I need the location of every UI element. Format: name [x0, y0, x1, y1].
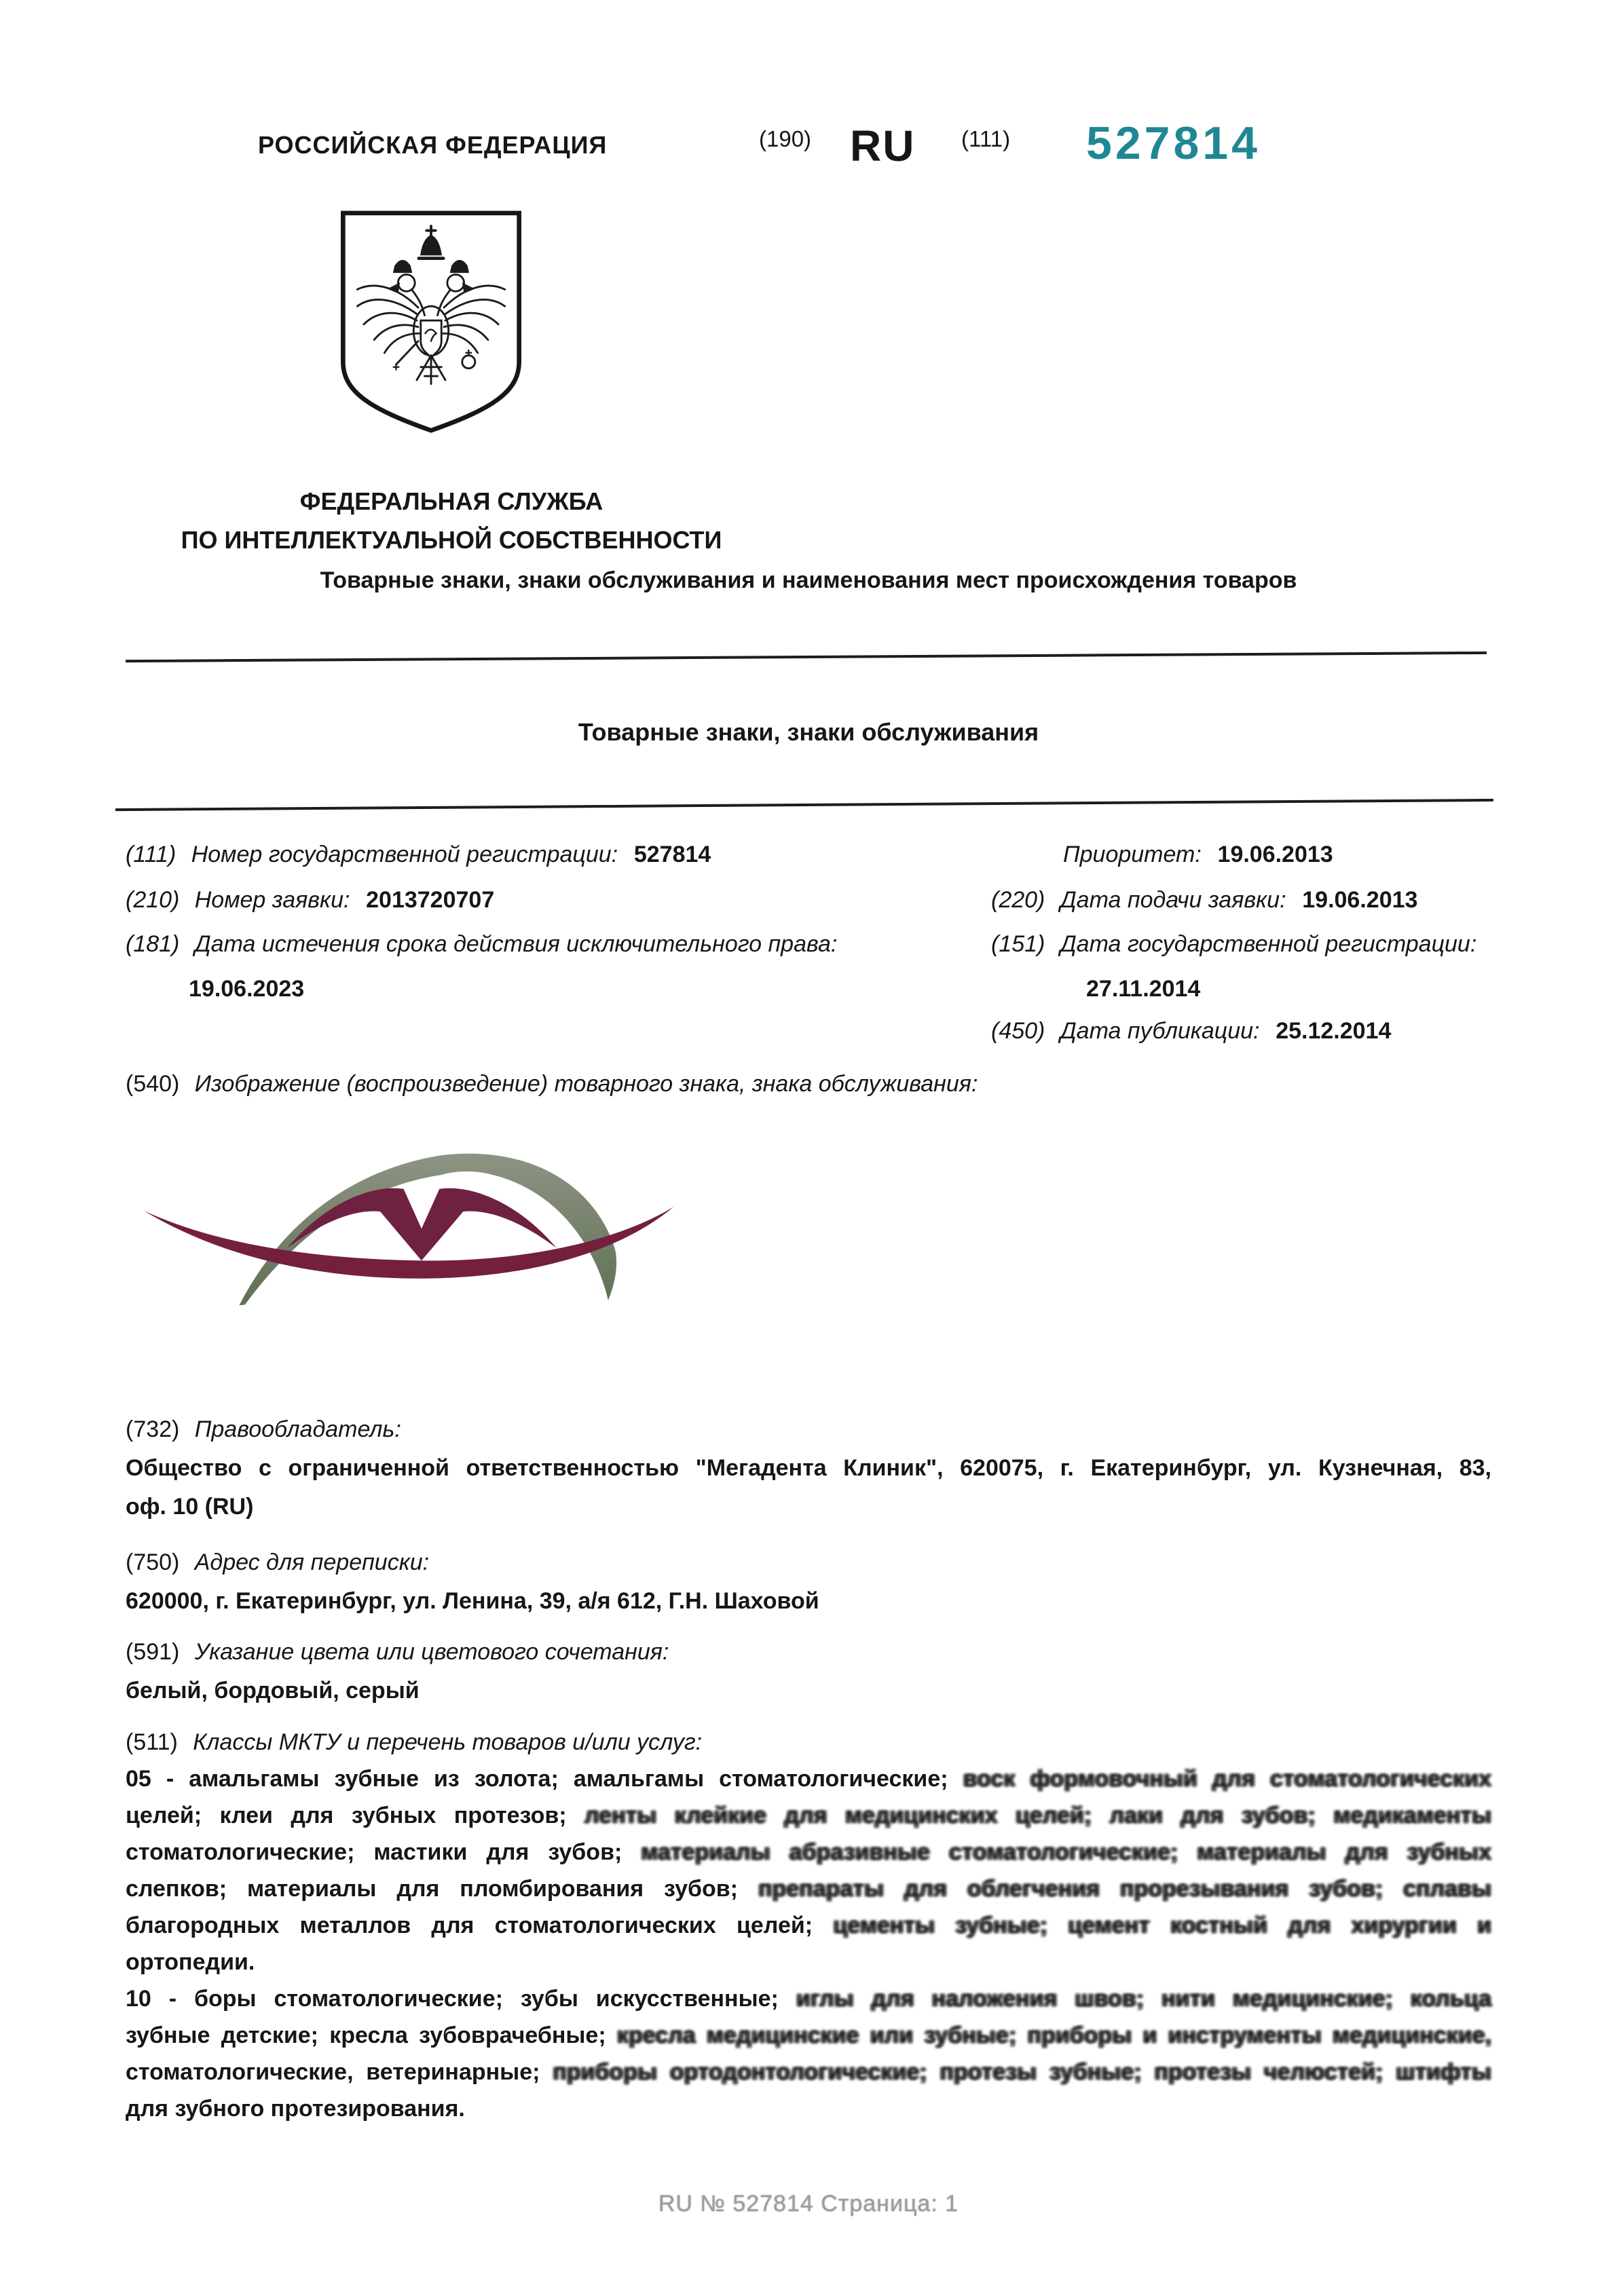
class05-line [126, 1870, 1491, 1907]
class05-last-line: ортопедии. [126, 1949, 255, 1975]
field-220-row [991, 887, 1417, 914]
holder-line2: оф. 10 (RU) [126, 1494, 254, 1520]
class05-line5-blur: цементы зубные; цемент костный для хирургии и [833, 1913, 1491, 1938]
field-732-row [126, 1410, 1491, 1449]
field-750-code: (750) [126, 1549, 180, 1575]
field-450-code: (450) [991, 1018, 1045, 1044]
field-151-code: (151) [991, 931, 1045, 957]
class05-line1-sharp: 05 - амальгамы зубные из золота; амальгамы стоматологические; [126, 1766, 948, 1792]
field-450-value: 25.12.2014 [1276, 1018, 1392, 1044]
field-750-row [126, 1543, 1491, 1582]
field-181-code: (181) [126, 931, 180, 957]
class10-line2-sharp: зубные детские; кресла зубоврачебные; [126, 2022, 606, 2048]
field-540-row [126, 1071, 978, 1097]
field-151-label: Дата государственной регистрации: [1060, 931, 1477, 957]
class05-line4-blur: препараты для облегчения прорезывания зубов; сплавы [758, 1876, 1491, 1902]
field-181-label: Дата истечения срока действия исключительного права: [194, 931, 838, 957]
class05-line [126, 1761, 1491, 1797]
field-151-value: 27.11.2014 [1086, 976, 1201, 1002]
field-220-value: 19.06.2013 [1302, 887, 1418, 913]
horizontal-rule-top [126, 652, 1487, 662]
field-450-label: Дата публикации: [1060, 1018, 1260, 1044]
class10-line [126, 1980, 1491, 2017]
field-591-row [126, 1633, 1491, 1672]
field-220-label: Дата подачи заявки: [1060, 887, 1286, 913]
section-title: Товарные знаки, знаки обслуживания [578, 718, 1039, 746]
class05-line [126, 1834, 1491, 1870]
class10-line [126, 2054, 1491, 2090]
header-country: РОССИЙСКАЯ ФЕДЕРАЦИЯ [258, 131, 608, 159]
field-450-row [991, 1018, 1391, 1045]
agency-name-line2: ПО ИНТЕЛЛЕКТУАЛЬНОЙ СОБСТВЕННОСТИ [181, 526, 722, 554]
country-code-ru: RU [850, 121, 916, 170]
holder-line1: Общество с ограниченной ответственностью "Мегадента Клиник", 620075, г. Екатеринбург, ул. Кузнечная, 83, [126, 1455, 1491, 1481]
page-footer: RU № 527814 Страница: 1 [658, 2191, 959, 2217]
field-210-row [126, 887, 494, 914]
field-591-block [126, 1633, 1491, 1710]
document-subtitle: Товарные знаки, знаки обслуживания и наименования мест происхождения товаров [320, 567, 1297, 593]
class05-line1-blur: воск формовочный для стоматологических [963, 1766, 1491, 1792]
class05-line3-blur: материалы абразивные стоматологические; материалы для зубных [641, 1839, 1492, 1865]
field-181-value: 19.06.2023 [189, 976, 305, 1002]
code-190-label: (190) [759, 126, 812, 151]
horizontal-rule-section [115, 799, 1493, 811]
field-732-label: Правообладатель: [194, 1416, 401, 1442]
field-591-label: Указание цвета или цветового сочетания: [194, 1639, 669, 1665]
field-210-value: 2013720707 [366, 887, 495, 913]
field-111-value: 527814 [633, 842, 711, 867]
field-511-block [126, 1724, 1491, 2127]
class10-line3-blur: приборы ортодонтологические; протезы зубные; протезы челюстей; штифты [553, 2059, 1491, 2085]
class05-line4-sharp: слепков; материалы для пломбирования зубов; [126, 1876, 739, 1902]
field-750-label: Адрес для переписки: [194, 1549, 430, 1575]
agency-name-line1: ФЕДЕРАЛЬНАЯ СЛУЖБА [299, 487, 603, 515]
colors-body: белый, бордовый, серый [126, 1678, 420, 1704]
field-111-row [126, 842, 711, 868]
address-body: 620000, г. Екатеринбург, ул. Ленина, 39, а/я 612, Г.Н. Шаховой [126, 1588, 819, 1614]
class10-line2-blur: кресла медицинские или зубные; приборы и инструменты медицинские, [616, 2022, 1491, 2048]
agency-name [129, 482, 774, 559]
class05-line2-sharp: целей; клеи для зубных протезов; [126, 1803, 567, 1828]
priority-row [1063, 842, 1333, 868]
code-111-label: (111) [961, 126, 1011, 151]
class05-line2-blur: ленты клейкие для медицинских целей; лаки для зубов; медикаменты [584, 1803, 1491, 1828]
field-111-code: (111) [126, 842, 176, 867]
class10-line1-blur: иглы для наложения швов; нити медицинские; кольца [796, 1986, 1491, 2012]
field-540-label: Изображение (воспроизведение) товарного знака, знака обслуживания: [194, 1071, 978, 1097]
field-511-code: (511) [126, 1729, 178, 1755]
coat-of-arms-emblem [334, 204, 528, 443]
priority-value: 19.06.2013 [1217, 842, 1333, 867]
class10-last-line: для зубного протезирования. [126, 2096, 465, 2122]
field-511-label: Классы МКТУ и перечень товаров и/или услуг: [193, 1729, 703, 1755]
field-220-code: (220) [991, 887, 1045, 913]
field-540-code: (540) [126, 1071, 180, 1097]
field-210-label: Номер заявки: [194, 887, 350, 913]
field-111-label: Номер государственной регистрации: [191, 842, 618, 867]
class10-line1-sharp: 10 - боры стоматологические; зубы искусственные; [126, 1986, 779, 2012]
class05-line3-sharp: стоматологические; мастики для зубов; [126, 1839, 622, 1865]
field-591-code: (591) [126, 1639, 180, 1665]
priority-label: Приоритет: [1063, 842, 1202, 867]
field-732-code: (732) [126, 1416, 180, 1442]
field-151-row [991, 931, 1476, 958]
trademark-logo [109, 1132, 709, 1311]
logo-m-shape [287, 1188, 557, 1261]
field-732-block [126, 1410, 1491, 1526]
field-210-code: (210) [126, 887, 180, 913]
class05-line5-sharp: благородных металлов для стоматологических целей; [126, 1913, 813, 1938]
field-511-row [126, 1724, 1491, 1761]
field-181-row [126, 931, 837, 958]
registration-number-header: 527814 [1086, 117, 1261, 169]
class10-line [126, 2017, 1491, 2054]
class05-line [126, 1907, 1491, 1944]
class10-line3-sharp: стоматологические, ветеринарные; [126, 2059, 540, 2085]
field-750-block [126, 1543, 1491, 1621]
class05-line [126, 1797, 1491, 1834]
